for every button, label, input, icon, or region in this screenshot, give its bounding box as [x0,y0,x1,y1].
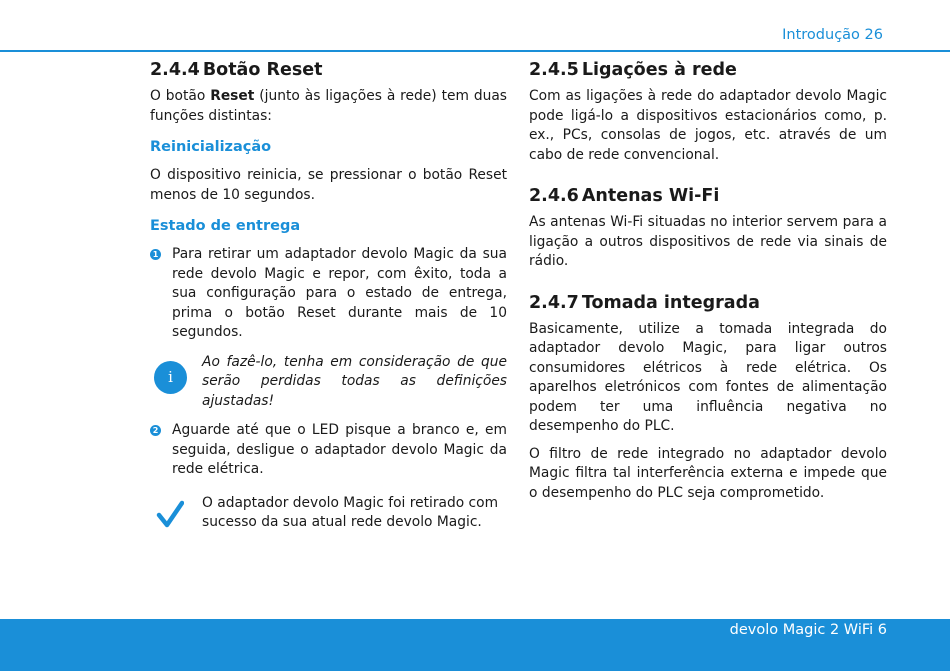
section-2-4-5 [529,58,887,165]
section-title: Ligações à rede [581,60,737,80]
section-title: Tomada integrada [581,292,760,313]
step-1-text: Para retirar um adaptador devolo Magic da sua rede devolo Magic e repor, com êxito, toda a sua configuração para o estado de entrega, prima o botão Reset durante mais de 10 segundos. [172,246,507,340]
footer-text: devolo Magic 2 WiFi 6 [729,622,887,638]
subheading-estado-entrega: Estado de entrega [150,218,301,234]
info-note [150,353,507,412]
result-text: O adaptador devolo Magic foi retirado com sucesso da sua atual rede devolo Magic. [202,494,499,530]
step-2-text: Aguarde até que o LED pisque a branco e, em seguida, desligue o adaptador devolo Magic da rede elétrica. [172,422,507,477]
left-column [150,58,507,533]
reset-intro [150,87,507,126]
step-number-badge: 1 [150,249,161,260]
info-icon: i [154,361,187,394]
section-2-4-6 [529,184,887,272]
section-title: Botão Reset [202,60,323,80]
section-2-4-6-heading [529,184,887,208]
subheading-reinicializacao: Reinicialização [150,139,272,155]
step-2 [150,421,507,480]
checkmark-icon [156,500,184,528]
section-number: 2.4.4 [150,60,200,80]
section-2-4-7-text-1: Basicamente, utilize a tomada integrada do adaptador devolo Magic, para ligar outros consumidores elétricos à rede elétrica. Os aparelhos eletrónicos com fontes de alimentação podem ter uma influência negativa no desempenho do PLC. [529,320,887,434]
section-2-4-7 [529,291,887,504]
section-number: 2.4.7 [529,292,579,313]
intro-text-rest: (junto às ligações à rede) tem duas funções distintas: [150,88,507,124]
reinicializacao-text: O dispositivo reinicia, se pressionar o botão Reset menos de 10 segundos. [150,167,507,203]
section-2-4-5-heading [529,58,887,82]
section-2-4-6-text: As antenas Wi-Fi situadas no interior servem para a ligação a outros dispositivos de rede via sinais de rádio. [529,214,887,269]
page-header: Introdução 26 [782,27,883,43]
section-2-4-7-heading [529,291,887,315]
right-column [529,58,887,522]
intro-bold: Reset [210,88,255,104]
result-note [150,494,507,533]
section-title: Antenas Wi-Fi [581,186,720,206]
header-rule [0,50,950,52]
section-2-4-5-text: Com as ligações à rede do adaptador devolo Magic pode ligá-lo a dispositivos estacionários como, p. ex., PCs, consolas de jogos, etc. através de um cabo de rede convencional. [529,88,887,163]
intro-text: O botão [150,88,211,104]
info-note-text: Ao fazê-lo, tenha em consideração de que serão perdidas todas as definições ajustadas! [202,353,507,409]
step-1 [150,245,507,343]
section-number: 2.4.6 [529,186,579,206]
section-number: 2.4.5 [529,60,579,80]
section-2-4-7-text-2: O filtro de rede integrado no adaptador devolo Magic filtra tal interferência externa e impede que o desempenho do PLC seja comprometido. [529,445,887,501]
step-number-badge: 2 [150,425,161,436]
section-2-4-4-heading [150,58,507,82]
